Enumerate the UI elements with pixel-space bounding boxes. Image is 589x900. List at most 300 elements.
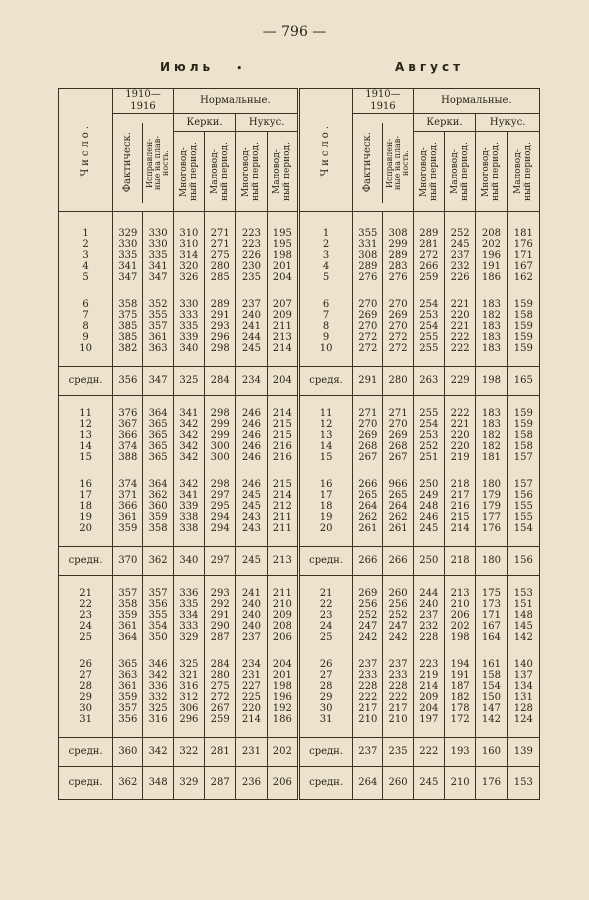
- spacer-cell: [59, 643, 113, 659]
- spacer-cell: [173, 463, 204, 479]
- value-cell: 272: [413, 250, 444, 261]
- value-cell: 154: [507, 523, 539, 534]
- day-cell: 26: [59, 659, 113, 670]
- value-cell: 268: [383, 441, 413, 452]
- spacer-cell: [236, 396, 267, 409]
- spacer-cell: [298, 212, 352, 229]
- value-cell: 198: [267, 250, 298, 261]
- average-value: 218: [444, 547, 475, 576]
- value-cell: 211: [267, 512, 298, 523]
- day-cell: 13: [59, 430, 113, 441]
- day-cell: 24: [298, 621, 352, 632]
- value-cell: 248: [413, 501, 444, 512]
- value-cell: 325: [143, 703, 173, 714]
- spacer-cell: [413, 643, 444, 659]
- value-cell: 297: [205, 490, 236, 501]
- spacer-cell: [205, 463, 236, 479]
- value-cell: 204: [267, 659, 298, 670]
- value-cell: 366: [113, 430, 143, 441]
- spacer-cell: [507, 534, 539, 547]
- spacer-cell: [383, 354, 413, 367]
- spacer-row: [59, 283, 540, 299]
- value-cell: 153: [507, 588, 539, 599]
- value-cell: 385: [113, 321, 143, 332]
- value-cell: 215: [267, 430, 298, 441]
- value-cell: 357: [143, 588, 173, 599]
- value-cell: 219: [444, 452, 475, 463]
- value-cell: 182: [476, 430, 507, 441]
- value-cell: 196: [476, 250, 507, 261]
- value-cell: 356: [113, 714, 143, 725]
- average-value: 280: [383, 367, 413, 396]
- average-value: 356: [113, 367, 143, 396]
- average-value: 235: [383, 738, 413, 767]
- spacer-cell: [59, 354, 113, 367]
- value-cell: 358: [113, 599, 143, 610]
- value-cell: 145: [507, 621, 539, 632]
- value-cell: 338: [173, 512, 204, 523]
- spacer-cell: [476, 534, 507, 547]
- value-cell: 357: [113, 588, 143, 599]
- value-cell: 237: [413, 610, 444, 621]
- value-cell: 352: [143, 299, 173, 310]
- value-cell: 158: [507, 430, 539, 441]
- spacer-row: [59, 463, 540, 479]
- value-cell: 231: [236, 670, 267, 681]
- value-cell: 183: [476, 299, 507, 310]
- average-value: 266: [383, 547, 413, 576]
- spacer-cell: [267, 396, 298, 409]
- day-cell: 25: [59, 632, 113, 643]
- spacer-row: [59, 643, 540, 659]
- spacer-cell: [353, 212, 383, 229]
- value-cell: 270: [383, 299, 413, 310]
- value-cell: 333: [173, 621, 204, 632]
- value-cell: 275: [205, 681, 236, 692]
- value-cell: 192: [267, 703, 298, 714]
- value-cell: 207: [267, 299, 298, 310]
- value-cell: 208: [267, 621, 298, 632]
- value-cell: 147: [476, 703, 507, 714]
- value-cell: 202: [476, 239, 507, 250]
- nukus-header-left: Нукус.: [236, 114, 299, 132]
- value-cell: 346: [143, 659, 173, 670]
- value-cell: 154: [476, 681, 507, 692]
- value-cell: 350: [143, 632, 173, 643]
- value-cell: 334: [173, 610, 204, 621]
- spacer-cell: [267, 534, 298, 547]
- table-row: [59, 479, 540, 490]
- value-cell: 214: [413, 681, 444, 692]
- spacer-row: [59, 534, 540, 547]
- value-cell: 242: [353, 632, 383, 643]
- value-cell: 361: [113, 621, 143, 632]
- average-value: 160: [476, 738, 507, 767]
- value-cell: 186: [476, 272, 507, 283]
- day-cell: 29: [59, 692, 113, 703]
- spacer-cell: [413, 534, 444, 547]
- value-cell: 271: [383, 408, 413, 419]
- value-cell: 158: [476, 670, 507, 681]
- value-cell: 296: [205, 332, 236, 343]
- value-cell: 294: [205, 512, 236, 523]
- value-cell: 223: [236, 228, 267, 239]
- value-cell: 175: [476, 588, 507, 599]
- value-cell: 186: [267, 714, 298, 725]
- value-cell: 265: [353, 490, 383, 501]
- value-cell: 157: [507, 479, 539, 490]
- value-cell: 299: [383, 239, 413, 250]
- value-cell: 179: [476, 501, 507, 512]
- spacer-cell: [205, 354, 236, 367]
- table-row: [59, 408, 540, 419]
- value-cell: 364: [143, 479, 173, 490]
- day-cell: 31: [59, 714, 113, 725]
- value-cell: 232: [413, 621, 444, 632]
- value-cell: 270: [353, 419, 383, 430]
- spacer-cell: [205, 643, 236, 659]
- day-cell: 18: [298, 501, 352, 512]
- value-cell: 183: [476, 332, 507, 343]
- day-cell: 19: [59, 512, 113, 523]
- value-cell: 217: [353, 703, 383, 714]
- value-cell: 159: [507, 332, 539, 343]
- table-row: [59, 659, 540, 670]
- value-cell: 216: [267, 452, 298, 463]
- day-cell: 11: [298, 408, 352, 419]
- value-cell: 182: [444, 692, 475, 703]
- value-cell: 283: [383, 261, 413, 272]
- table-row: [59, 343, 540, 354]
- day-cell: 22: [59, 599, 113, 610]
- value-cell: 158: [507, 310, 539, 321]
- value-cell: 267: [205, 703, 236, 714]
- day-cell: 12: [298, 419, 352, 430]
- spacer-cell: [353, 725, 383, 738]
- value-cell: 310: [173, 239, 204, 250]
- value-cell: 243: [236, 523, 267, 534]
- table-row: [59, 441, 540, 452]
- value-cell: 359: [113, 610, 143, 621]
- value-cell: 197: [413, 714, 444, 725]
- value-cell: 159: [507, 408, 539, 419]
- nukus-header-right: Нукус.: [476, 114, 540, 132]
- value-cell: 374: [113, 479, 143, 490]
- value-cell: 267: [383, 452, 413, 463]
- value-cell: 321: [173, 670, 204, 681]
- day-cell: 30: [298, 703, 352, 714]
- separator-dot: •: [236, 62, 243, 75]
- day-cell: 27: [59, 670, 113, 681]
- spacer-cell: [59, 463, 113, 479]
- spacer-cell: [143, 534, 173, 547]
- value-cell: 330: [143, 239, 173, 250]
- day-cell: 14: [59, 441, 113, 452]
- value-cell: 245: [444, 239, 475, 250]
- value-cell: 183: [476, 408, 507, 419]
- value-cell: 240: [236, 310, 267, 321]
- spacer-cell: [413, 725, 444, 738]
- value-cell: 156: [507, 490, 539, 501]
- average-label: средн.: [298, 767, 352, 800]
- day-cell: 20: [298, 523, 352, 534]
- spacer-cell: [143, 643, 173, 659]
- value-cell: 209: [413, 692, 444, 703]
- spacer-cell: [236, 212, 267, 229]
- value-cell: 210: [383, 714, 413, 725]
- average-value: 340: [173, 547, 204, 576]
- spacer-cell: [143, 212, 173, 229]
- value-cell: 222: [353, 692, 383, 703]
- value-cell: 264: [383, 501, 413, 512]
- value-cell: 176: [507, 239, 539, 250]
- value-cell: 222: [444, 332, 475, 343]
- value-cell: 183: [476, 419, 507, 430]
- value-cell: 232: [444, 261, 475, 272]
- spacer-cell: [143, 283, 173, 299]
- spacer-cell: [113, 534, 143, 547]
- day-cell: 19: [298, 512, 352, 523]
- value-cell: 223: [236, 239, 267, 250]
- spacer-cell: [173, 643, 204, 659]
- value-cell: 342: [173, 479, 204, 490]
- value-cell: 287: [205, 632, 236, 643]
- value-cell: 300: [205, 441, 236, 452]
- value-cell: 216: [267, 441, 298, 452]
- value-cell: 159: [507, 321, 539, 332]
- value-cell: 245: [413, 523, 444, 534]
- spacer-cell: [59, 725, 113, 738]
- value-cell: 254: [413, 321, 444, 332]
- value-cell: 261: [383, 523, 413, 534]
- value-cell: 211: [267, 588, 298, 599]
- many-water-kerki-left: Многовод-ный период.: [173, 132, 204, 212]
- left-month-title: Июль: [160, 60, 215, 74]
- table-row: [59, 670, 540, 681]
- value-cell: 364: [143, 408, 173, 419]
- value-cell: 295: [205, 501, 236, 512]
- spacer-cell: [444, 396, 475, 409]
- many-water-nukus-right: Многовод-ный период.: [476, 132, 507, 212]
- value-cell: 211: [267, 321, 298, 332]
- years-header-right: 1910—1916: [353, 89, 414, 114]
- spacer-cell: [298, 354, 352, 367]
- day-cell: 30: [59, 703, 113, 714]
- value-cell: 237: [383, 659, 413, 670]
- value-cell: 255: [413, 408, 444, 419]
- spacer-cell: [413, 463, 444, 479]
- value-cell: 158: [507, 441, 539, 452]
- value-cell: 244: [413, 588, 444, 599]
- value-cell: 171: [476, 610, 507, 621]
- value-cell: 201: [267, 261, 298, 272]
- total-average-value: 329: [173, 767, 204, 800]
- spacer-cell: [507, 396, 539, 409]
- value-cell: 364: [113, 632, 143, 643]
- value-cell: 212: [267, 501, 298, 512]
- spacer-cell: [236, 463, 267, 479]
- value-cell: 241: [236, 321, 267, 332]
- normal-header-right: Нормальные.: [413, 89, 539, 114]
- spacer-cell: [507, 463, 539, 479]
- table-row: [59, 321, 540, 332]
- value-cell: 289: [383, 250, 413, 261]
- spacer-cell: [476, 283, 507, 299]
- value-cell: 137: [507, 670, 539, 681]
- spacer-cell: [476, 463, 507, 479]
- years-sub-left: Фактическ. Исправлен-ные на плав-ность.: [113, 114, 174, 212]
- value-cell: 252: [353, 610, 383, 621]
- value-cell: 300: [205, 452, 236, 463]
- value-cell: 228: [383, 681, 413, 692]
- spacer-cell: [59, 576, 113, 589]
- kerki-header-left: Керки.: [173, 114, 236, 132]
- average-value: 281: [205, 738, 236, 767]
- total-average-value: 153: [507, 767, 539, 800]
- value-cell: 246: [236, 419, 267, 430]
- average-value: 284: [205, 367, 236, 396]
- spacer-cell: [173, 212, 204, 229]
- spacer-cell: [507, 212, 539, 229]
- value-cell: 270: [353, 299, 383, 310]
- value-cell: 272: [353, 343, 383, 354]
- value-cell: 204: [267, 272, 298, 283]
- total-average-value: 176: [476, 767, 507, 800]
- table-row: [59, 250, 540, 261]
- average-value: 139: [507, 738, 539, 767]
- spacer-cell: [444, 354, 475, 367]
- average-value: 193: [444, 738, 475, 767]
- value-cell: 180: [476, 479, 507, 490]
- value-cell: 342: [173, 419, 204, 430]
- value-cell: 131: [507, 692, 539, 703]
- value-cell: 271: [205, 239, 236, 250]
- average-value: 202: [267, 738, 298, 767]
- spacer-cell: [353, 354, 383, 367]
- value-cell: 270: [353, 321, 383, 332]
- table-row: [59, 452, 540, 463]
- table-row: [59, 523, 540, 534]
- value-cell: 331: [353, 239, 383, 250]
- value-cell: 245: [236, 501, 267, 512]
- spacer-row: [59, 354, 540, 367]
- value-cell: 262: [353, 512, 383, 523]
- total-average-value: 245: [413, 767, 444, 800]
- table-row: [59, 490, 540, 501]
- value-cell: 358: [113, 299, 143, 310]
- spacer-cell: [298, 534, 352, 547]
- spacer-cell: [507, 354, 539, 367]
- value-cell: 314: [173, 250, 204, 261]
- value-cell: 218: [444, 479, 475, 490]
- value-cell: 256: [383, 599, 413, 610]
- spacer-row: [59, 725, 540, 738]
- spacer-cell: [205, 283, 236, 299]
- value-cell: 246: [236, 452, 267, 463]
- spacer-cell: [113, 354, 143, 367]
- value-cell: 237: [444, 250, 475, 261]
- value-cell: 358: [143, 523, 173, 534]
- value-cell: 172: [444, 714, 475, 725]
- value-cell: 266: [353, 479, 383, 490]
- table-row: [59, 610, 540, 621]
- average-label: средн.: [298, 738, 352, 767]
- value-cell: 246: [413, 512, 444, 523]
- value-cell: 215: [267, 479, 298, 490]
- value-cell: 251: [413, 452, 444, 463]
- value-cell: 182: [476, 441, 507, 452]
- value-cell: 271: [353, 408, 383, 419]
- day-cell: 16: [59, 479, 113, 490]
- value-cell: 237: [236, 299, 267, 310]
- spacer-cell: [143, 725, 173, 738]
- day-cell: 9: [59, 332, 113, 343]
- value-cell: 209: [267, 310, 298, 321]
- value-cell: 176: [476, 523, 507, 534]
- day-cell: 11: [59, 408, 113, 419]
- day-cell: 14: [298, 441, 352, 452]
- spacer-cell: [113, 463, 143, 479]
- spacer-cell: [353, 283, 383, 299]
- years-sub-right: Фактическ. Исправлен-ные на плав-ность.: [353, 114, 414, 212]
- value-cell: 363: [143, 343, 173, 354]
- total-average-value: 362: [113, 767, 143, 800]
- value-cell: 335: [113, 250, 143, 261]
- value-cell: 223: [413, 659, 444, 670]
- value-cell: 354: [143, 621, 173, 632]
- value-cell: 246: [236, 479, 267, 490]
- value-cell: 202: [444, 621, 475, 632]
- spacer-cell: [298, 396, 352, 409]
- value-cell: 289: [413, 228, 444, 239]
- value-cell: 356: [143, 599, 173, 610]
- value-cell: 198: [444, 632, 475, 643]
- spacer-cell: [113, 396, 143, 409]
- value-cell: 167: [507, 261, 539, 272]
- spacer-cell: [113, 283, 143, 299]
- value-cell: 142: [476, 714, 507, 725]
- day-header-right: Число.: [298, 89, 352, 212]
- value-cell: 250: [413, 479, 444, 490]
- average-value: 342: [143, 738, 173, 767]
- table-row: [59, 430, 540, 441]
- value-cell: 360: [143, 501, 173, 512]
- value-cell: 247: [383, 621, 413, 632]
- value-cell: 269: [353, 588, 383, 599]
- value-cell: 252: [444, 228, 475, 239]
- average-value: 245: [236, 547, 267, 576]
- value-cell: 195: [267, 228, 298, 239]
- day-cell: 5: [59, 272, 113, 283]
- average-value: 325: [173, 367, 204, 396]
- value-cell: 342: [173, 452, 204, 463]
- value-cell: 298: [205, 343, 236, 354]
- average-label: средн.: [59, 767, 113, 800]
- spacer-cell: [173, 725, 204, 738]
- value-cell: 329: [173, 632, 204, 643]
- spacer-cell: [476, 725, 507, 738]
- average-value: 266: [353, 547, 383, 576]
- value-cell: 228: [413, 632, 444, 643]
- day-cell: 3: [298, 250, 352, 261]
- value-cell: 225: [236, 692, 267, 703]
- day-cell: 5: [298, 272, 352, 283]
- value-cell: 362: [143, 490, 173, 501]
- value-cell: 330: [113, 239, 143, 250]
- value-cell: 361: [143, 332, 173, 343]
- value-cell: 280: [205, 261, 236, 272]
- spacer-cell: [298, 463, 352, 479]
